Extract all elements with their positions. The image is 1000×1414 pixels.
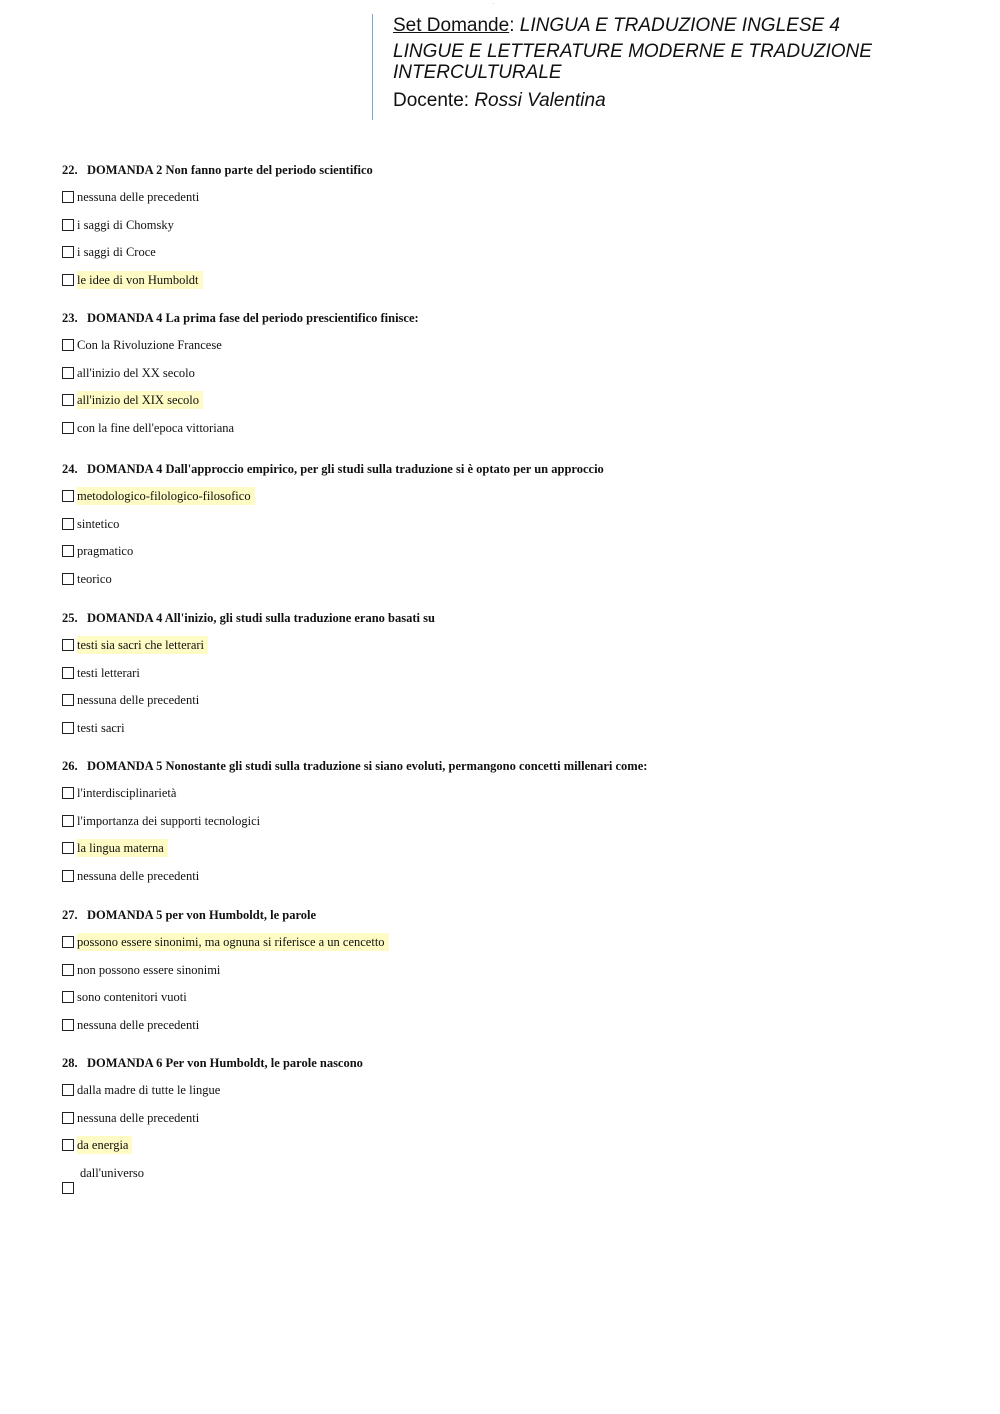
question-number: 22.	[62, 163, 78, 177]
answer-text: nessuna delle precedenti	[77, 693, 200, 707]
answer-checkbox[interactable]	[62, 339, 74, 351]
answer-checkbox[interactable]	[62, 367, 74, 379]
answer-option	[62, 839, 962, 857]
answer-option	[62, 391, 962, 409]
answer-text: sintetico	[77, 516, 120, 531]
answer-text: nessuna delle precedenti	[77, 190, 200, 204]
answer-text: teorico	[77, 571, 112, 586]
question-text: DOMANDA 5 Nonostante gli studi sulla traduzione si siano evoluti, permangono concetti millenari come:	[87, 759, 648, 773]
answer-checkbox[interactable]	[62, 787, 74, 799]
question-22	[62, 162, 962, 298]
answer-option	[62, 1016, 962, 1034]
question-title	[62, 162, 962, 178]
question-title	[62, 1055, 962, 1071]
question-title	[62, 310, 962, 326]
question-text: DOMANDA 4 Dall'approccio empirico, per gli studi sulla traduzione si è optato per un approccio	[87, 462, 604, 476]
answer-text-highlighted: all'inizio del XIX secolo	[77, 391, 203, 409]
answer-text: all'inizio del XX secolo	[77, 365, 195, 380]
answer-text: i saggi di Chomsky	[77, 217, 174, 232]
answer-checkbox[interactable]	[62, 518, 74, 530]
answer-text: l'interdisciplinarietà	[77, 786, 177, 800]
answer-option	[62, 243, 962, 261]
answer-option	[62, 1164, 962, 1194]
answer-checkbox[interactable]	[62, 815, 74, 827]
answer-checkbox[interactable]	[62, 191, 74, 203]
answer-text-highlighted: metodologico-filologico-filosofico	[77, 487, 255, 505]
question-25	[62, 610, 962, 746]
answer-text: testi sacri	[77, 720, 125, 735]
question-27	[62, 907, 962, 1043]
answer-checkbox[interactable]	[62, 639, 74, 651]
answer-checkbox[interactable]	[62, 1019, 74, 1031]
answer-option	[62, 812, 962, 830]
question-title	[62, 461, 962, 477]
answer-option	[62, 933, 962, 951]
answer-option	[62, 487, 962, 505]
question-number: 25.	[62, 611, 78, 625]
question-23	[62, 310, 962, 446]
set-label: Set Domande	[393, 15, 510, 36]
answer-checkbox[interactable]	[62, 667, 74, 679]
answer-text-highlighted: possono essere sinonimi, ma ognuna si riferisce a un cencetto	[77, 933, 389, 951]
answer-option	[62, 719, 962, 737]
answer-option	[62, 961, 962, 979]
answer-option	[62, 784, 962, 802]
answer-option	[62, 1136, 962, 1154]
answer-text: dall'universo	[80, 1165, 145, 1180]
answer-text: sono contenitori vuoti	[77, 990, 187, 1004]
answer-checkbox[interactable]	[62, 246, 74, 258]
answer-checkbox[interactable]	[62, 274, 74, 286]
question-title	[62, 610, 962, 626]
question-text: DOMANDA 5 per von Humboldt, le parole	[87, 908, 317, 922]
answer-checkbox[interactable]	[62, 490, 74, 502]
answer-checkbox[interactable]	[62, 936, 74, 948]
answer-checkbox[interactable]	[62, 1084, 74, 1096]
answer-checkbox[interactable]	[62, 694, 74, 706]
question-title	[62, 758, 962, 774]
question-number: 27.	[62, 908, 78, 922]
question-text: DOMANDA 2 Non fanno parte del periodo scientifico	[87, 163, 373, 177]
answer-checkbox[interactable]	[62, 219, 74, 231]
answer-checkbox[interactable]	[62, 573, 74, 585]
question-number: 24.	[62, 462, 78, 476]
answer-text: i saggi di Croce	[77, 245, 156, 259]
answer-text: l'importanza dei supporti tecnologici	[77, 813, 261, 828]
answer-option	[62, 636, 962, 654]
answer-text: testi letterari	[77, 665, 140, 680]
answer-option	[62, 419, 962, 437]
answer-checkbox[interactable]	[62, 422, 74, 434]
answer-text-highlighted: la lingua materna	[77, 839, 168, 857]
set-colon: :	[509, 15, 515, 36]
answer-option	[62, 336, 962, 354]
question-number: 23.	[62, 311, 78, 325]
answer-option	[62, 691, 962, 709]
answer-text: nessuna delle precedenti	[77, 1017, 200, 1032]
question-text: DOMANDA 6 Per von Humboldt, le parole nascono	[87, 1056, 363, 1070]
set-line	[393, 14, 912, 37]
answer-option	[62, 271, 962, 289]
program-title: LINGUE E LETTERATURE MODERNE E TRADUZIONE INTERCULTURALE	[393, 41, 872, 83]
answer-option	[62, 664, 962, 682]
answer-option	[62, 542, 962, 560]
answer-checkbox[interactable]	[62, 870, 74, 882]
answer-option	[62, 1081, 962, 1099]
answer-checkbox[interactable]	[62, 1182, 74, 1194]
answer-text-highlighted: testi sia sacri che letterari	[77, 636, 208, 654]
answer-checkbox[interactable]	[62, 545, 74, 557]
answer-checkbox[interactable]	[62, 964, 74, 976]
answer-checkbox[interactable]	[62, 1139, 74, 1151]
answer-option	[62, 216, 962, 234]
top-mark: ...	[492, 0, 496, 5]
answer-text: con la fine dell'epoca vittoriana	[77, 420, 235, 435]
answer-text: non possono essere sinonimi	[77, 962, 221, 977]
question-28	[62, 1055, 962, 1203]
answer-text: nessuna delle precedenti	[77, 868, 200, 883]
docente-line	[393, 89, 912, 112]
answer-option	[62, 570, 962, 588]
docente-label: Docente:	[393, 90, 470, 111]
answer-option	[62, 188, 962, 206]
docente-name: Rossi Valentina	[474, 90, 606, 111]
answer-checkbox[interactable]	[62, 1112, 74, 1124]
answer-text: nessuna delle precedenti	[77, 1110, 200, 1125]
question-26	[62, 758, 962, 894]
answer-option	[62, 988, 962, 1006]
document-header	[372, 14, 912, 120]
answer-option	[62, 1109, 962, 1127]
answer-text-highlighted: da energia	[77, 1136, 132, 1154]
question-title	[62, 907, 962, 923]
answer-checkbox[interactable]	[62, 991, 74, 1003]
question-24	[62, 461, 962, 597]
answer-text: Con la Rivoluzione Francese	[77, 338, 222, 352]
answer-option	[62, 867, 962, 885]
answer-option	[62, 364, 962, 382]
answer-checkbox[interactable]	[62, 722, 74, 734]
answer-checkbox[interactable]	[62, 842, 74, 854]
answer-text: dalla madre di tutte le lingue	[77, 1083, 221, 1097]
answer-text: pragmatico	[77, 544, 134, 558]
question-text: DOMANDA 4 All'inizio, gli studi sulla traduzione erano basati su	[87, 611, 435, 625]
question-number: 28.	[62, 1056, 78, 1070]
answer-text-highlighted: le idee di von Humboldt	[77, 271, 203, 289]
question-number: 26.	[62, 759, 78, 773]
answer-option	[62, 515, 962, 533]
question-text: DOMANDA 4 La prima fase del periodo prescientifico finisce:	[87, 311, 419, 325]
answer-checkbox[interactable]	[62, 394, 74, 406]
course-title: LINGUA E TRADUZIONE INGLESE 4	[519, 15, 841, 36]
